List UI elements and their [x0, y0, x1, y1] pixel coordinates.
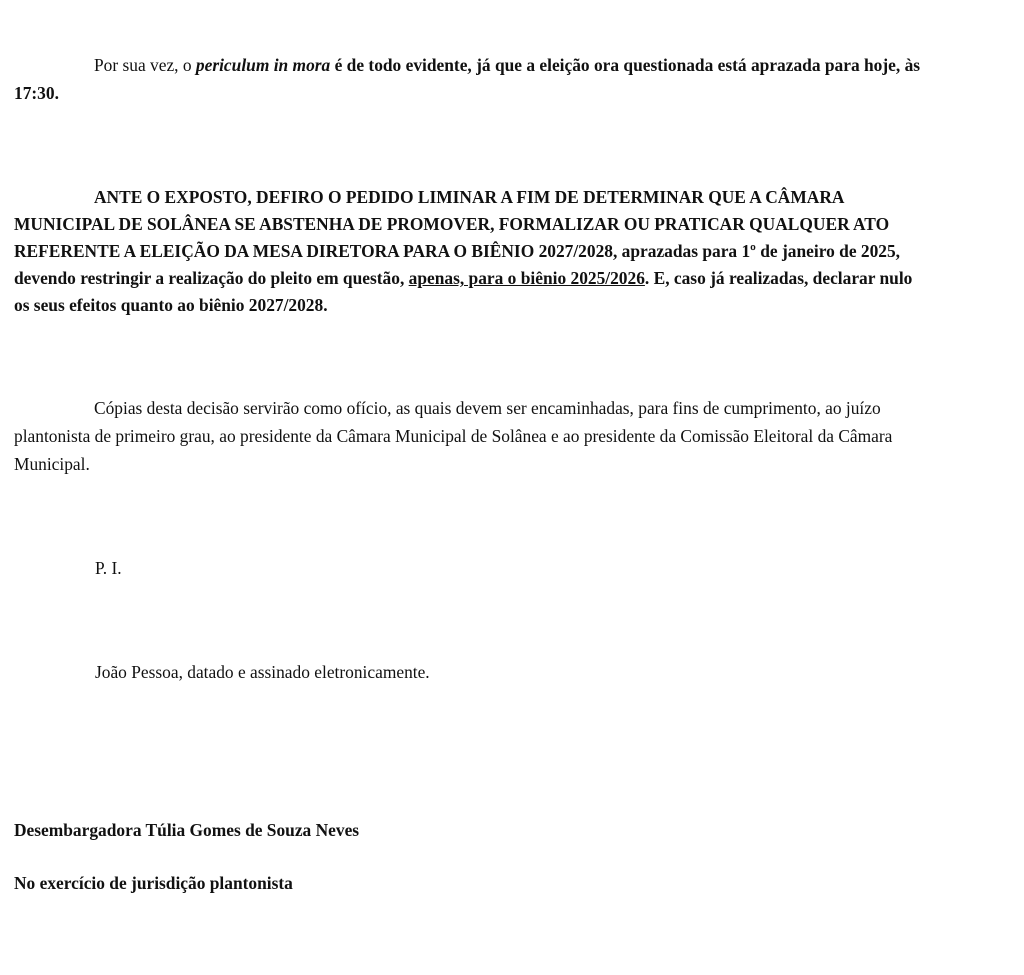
paragraph-line: Municipal. [14, 454, 90, 474]
paragraph-line: plantonista de primeiro grau, ao presidente da Câmara Municipal de Solânea e ao presidente da Comissão Eleitoral da Câmara [14, 426, 893, 446]
text-span: . E, caso já realizadas, declarar nulo [644, 268, 913, 288]
paragraph-line: Cópias desta decisão servirão como ofício, as quais devem ser encaminhadas, para fins de cumprimento, ao juízo [94, 398, 881, 418]
paragraph-line: os seus efeitos quanto ao biênio 2027/2028. [14, 295, 328, 315]
paragraph-line [94, 52, 920, 78]
signature-role: No exercício de jurisdição plantonista [14, 873, 293, 893]
place-date: João Pessoa, datado e assinado eletronicamente. [95, 662, 430, 682]
paragraph-line: ANTE O EXPOSTO, DEFIRO O PEDIDO LIMINAR A FIM DE DETERMINAR QUE A CÂMARA [94, 187, 845, 207]
underlined-text: apenas, para o biênio 2025/2026 [408, 268, 645, 288]
paragraph-line: REFERENTE A ELEIÇÃO DA MESA DIRETORA PARA O BIÊNIO 2027/2028, aprazadas para 1º de janeiro de 2025, [14, 241, 901, 261]
text-span: Por sua vez, o [94, 55, 196, 75]
publish-notice: P. I. [95, 558, 122, 578]
paragraph-line [14, 265, 912, 291]
italic-term: periculum in mora [195, 55, 331, 75]
signature-name: Desembargadora Túlia Gomes de Souza Neves [14, 820, 360, 840]
paragraph-line: 17:30. [14, 83, 59, 103]
paragraph-line: MUNICIPAL DE SOLÂNEA SE ABSTENHA DE PROMOVER, FORMALIZAR OU PRATICAR QUALQUER ATO [14, 214, 890, 234]
text-span: é de todo evidente, já que a eleição ora questionada está aprazada para hoje, às [330, 55, 921, 75]
text-span: devendo restringir a realização do pleito em questão, [14, 268, 409, 288]
